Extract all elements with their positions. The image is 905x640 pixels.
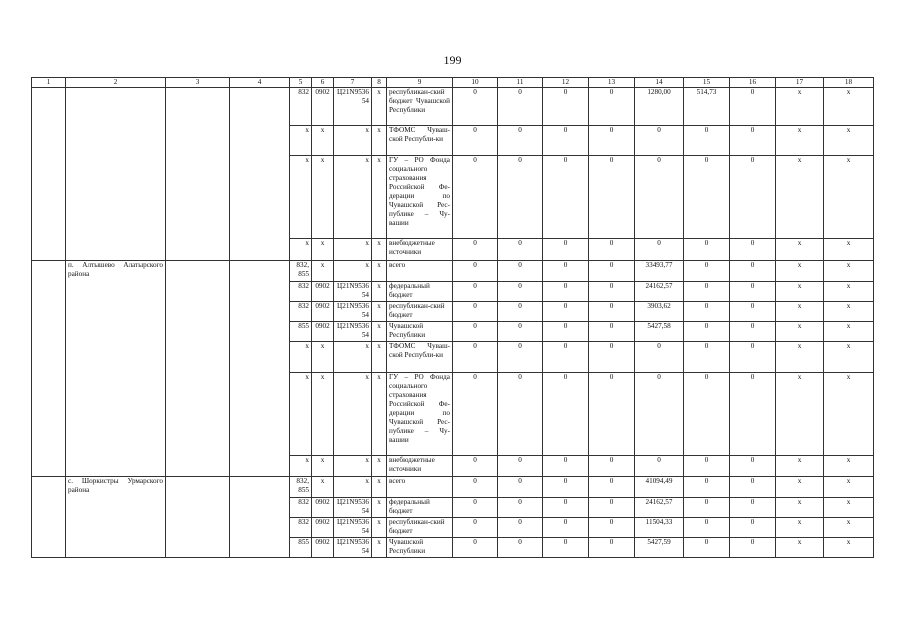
cell-c13: 0 — [589, 156, 635, 239]
header-cell: 1 — [32, 78, 66, 88]
cell-c11: 0 — [498, 261, 543, 282]
cell-c10: 0 — [453, 282, 498, 302]
cell-c11: 0 — [498, 498, 543, 518]
cell-c16: 0 — [730, 498, 776, 518]
cell-c18: x — [824, 126, 874, 156]
cell-c13: 0 — [589, 261, 635, 282]
cell-c10: 0 — [453, 342, 498, 373]
cell-c17: x — [776, 88, 824, 126]
cell-c13: 0 — [589, 456, 635, 477]
cell-c13: 0 — [589, 373, 635, 456]
cell-c11: 0 — [498, 156, 543, 239]
cell-c9: внебюджетные источники — [387, 456, 453, 477]
cell-c7: Ц21N9536 54 — [334, 498, 372, 518]
cell-c16: 0 — [730, 477, 776, 498]
cell-c11: 0 — [498, 538, 543, 558]
cell-c5: 855 — [290, 322, 312, 342]
col3-cell — [166, 477, 230, 558]
cell-c12: 0 — [543, 456, 589, 477]
cell-c12: 0 — [543, 342, 589, 373]
col4-cell — [230, 477, 290, 558]
cell-c17: x — [776, 477, 824, 498]
cell-c8: x — [372, 282, 387, 302]
cell-c10: 0 — [453, 126, 498, 156]
table-row — [32, 477, 874, 498]
cell-c15: 0 — [684, 518, 730, 538]
cell-c15: 0 — [684, 477, 730, 498]
cell-c18: x — [824, 239, 874, 261]
cell-c9: ТФОМС Чуваш-ской Республи-ки — [387, 342, 453, 373]
cell-c13: 0 — [589, 302, 635, 322]
header-cell: 16 — [730, 78, 776, 88]
cell-c16: 0 — [730, 88, 776, 126]
cell-c9: ТФОМС Чуваш-ской Республи-ки — [387, 126, 453, 156]
cell-c6: x — [312, 477, 334, 498]
cell-c6: x — [312, 373, 334, 456]
col3-cell — [166, 261, 230, 477]
header-cell: 12 — [543, 78, 589, 88]
cell-c8: x — [372, 88, 387, 126]
cell-c5: 832, 855 — [290, 477, 312, 498]
cell-c7: Ц21N9536 54 — [334, 322, 372, 342]
cell-c14: 0 — [635, 342, 684, 373]
cell-c11: 0 — [498, 477, 543, 498]
cell-c7: Ц21N9536 54 — [334, 302, 372, 322]
cell-c8: x — [372, 498, 387, 518]
cell-c15: 0 — [684, 498, 730, 518]
cell-c13: 0 — [589, 126, 635, 156]
cell-c7: x — [334, 239, 372, 261]
cell-c5: 832 — [290, 282, 312, 302]
cell-c15: 0 — [684, 282, 730, 302]
cell-c16: 0 — [730, 373, 776, 456]
cell-c11: 0 — [498, 126, 543, 156]
cell-c14: 0 — [635, 239, 684, 261]
cell-c6: 0902 — [312, 538, 334, 558]
region-name — [66, 88, 166, 261]
cell-c9: федеральный бюджет — [387, 498, 453, 518]
cell-c18: x — [824, 322, 874, 342]
cell-c18: x — [824, 156, 874, 239]
cell-c13: 0 — [589, 498, 635, 518]
cell-c5: 832, 855 — [290, 261, 312, 282]
cell-c13: 0 — [589, 342, 635, 373]
cell-c15: 0 — [684, 239, 730, 261]
cell-c14: 5427,58 — [635, 322, 684, 342]
cell-c16: 0 — [730, 239, 776, 261]
cell-c9: республикан-ский бюджет — [387, 302, 453, 322]
cell-c7: x — [334, 342, 372, 373]
cell-c7: x — [334, 126, 372, 156]
cell-c11: 0 — [498, 88, 543, 126]
cell-c11: 0 — [498, 456, 543, 477]
cell-c10: 0 — [453, 518, 498, 538]
cell-c8: x — [372, 342, 387, 373]
cell-c10: 0 — [453, 156, 498, 239]
budget-table — [31, 77, 874, 558]
cell-c16: 0 — [730, 322, 776, 342]
cell-c18: x — [824, 538, 874, 558]
cell-c18: x — [824, 456, 874, 477]
cell-c5: 832 — [290, 498, 312, 518]
cell-c16: 0 — [730, 126, 776, 156]
cell-c13: 0 — [589, 518, 635, 538]
cell-c17: x — [776, 322, 824, 342]
header-cell: 17 — [776, 78, 824, 88]
cell-c11: 0 — [498, 302, 543, 322]
cell-c17: x — [776, 538, 824, 558]
cell-c7: x — [334, 456, 372, 477]
cell-c6: 0902 — [312, 322, 334, 342]
cell-c9: всего — [387, 477, 453, 498]
cell-c12: 0 — [543, 322, 589, 342]
cell-c11: 0 — [498, 239, 543, 261]
cell-c17: x — [776, 126, 824, 156]
cell-c8: x — [372, 477, 387, 498]
cell-c17: x — [776, 282, 824, 302]
cell-c9: республикан-ский бюджет — [387, 518, 453, 538]
cell-c10: 0 — [453, 373, 498, 456]
cell-c5: x — [290, 373, 312, 456]
cell-c8: x — [372, 456, 387, 477]
cell-c12: 0 — [543, 373, 589, 456]
cell-c5: 832 — [290, 518, 312, 538]
cell-c14: 1280,00 — [635, 88, 684, 126]
header-row — [32, 78, 874, 88]
cell-c10: 0 — [453, 239, 498, 261]
cell-c9: внебюджетные источники — [387, 239, 453, 261]
cell-c10: 0 — [453, 498, 498, 518]
cell-c6: 0902 — [312, 88, 334, 126]
cell-c17: x — [776, 342, 824, 373]
cell-c16: 0 — [730, 261, 776, 282]
cell-c11: 0 — [498, 322, 543, 342]
cell-c16: 0 — [730, 302, 776, 322]
table-row — [32, 261, 874, 282]
header-cell: 13 — [589, 78, 635, 88]
cell-c16: 0 — [730, 538, 776, 558]
col4-cell — [230, 88, 290, 261]
cell-c8: x — [372, 239, 387, 261]
cell-c12: 0 — [543, 239, 589, 261]
header-cell: 18 — [824, 78, 874, 88]
cell-c12: 0 — [543, 538, 589, 558]
page-number: 199 — [443, 53, 462, 67]
cell-c6: 0902 — [312, 498, 334, 518]
cell-c17: x — [776, 373, 824, 456]
cell-c9: федеральный бюджет — [387, 282, 453, 302]
cell-c14: 24162,57 — [635, 282, 684, 302]
col3-cell — [166, 88, 230, 261]
cell-c8: x — [372, 373, 387, 456]
cell-c6: x — [312, 126, 334, 156]
cell-c6: x — [312, 261, 334, 282]
cell-c15: 0 — [684, 373, 730, 456]
cell-c14: 0 — [635, 126, 684, 156]
cell-c16: 0 — [730, 282, 776, 302]
cell-c13: 0 — [589, 538, 635, 558]
cell-c5: x — [290, 342, 312, 373]
cell-c15: 0 — [684, 538, 730, 558]
cell-c18: x — [824, 518, 874, 538]
cell-c12: 0 — [543, 156, 589, 239]
cell-c14: 0 — [635, 156, 684, 239]
cell-c9: ГУ – РО Фонда социального страхования Российской Фе-дерации по Чувашской Рес-публике – Чу-вашии — [387, 156, 453, 239]
header-cell: 9 — [387, 78, 453, 88]
cell-c16: 0 — [730, 518, 776, 538]
cell-c10: 0 — [453, 538, 498, 558]
cell-c8: x — [372, 156, 387, 239]
cell-c17: x — [776, 239, 824, 261]
cell-c7: Ц21N9536 54 — [334, 538, 372, 558]
col1-cell — [32, 88, 66, 261]
cell-c15: 0 — [684, 156, 730, 239]
cell-c18: x — [824, 88, 874, 126]
cell-c13: 0 — [589, 322, 635, 342]
cell-c5: x — [290, 239, 312, 261]
cell-c14: 24162,57 — [635, 498, 684, 518]
header-cell: 15 — [684, 78, 730, 88]
cell-c6: x — [312, 156, 334, 239]
cell-c18: x — [824, 373, 874, 456]
cell-c16: 0 — [730, 456, 776, 477]
cell-c9: всего — [387, 261, 453, 282]
col1-cell — [32, 477, 66, 558]
cell-c15: 0 — [684, 322, 730, 342]
cell-c6: 0902 — [312, 518, 334, 538]
cell-c12: 0 — [543, 282, 589, 302]
cell-c7: x — [334, 373, 372, 456]
cell-c17: x — [776, 261, 824, 282]
cell-c6: x — [312, 342, 334, 373]
cell-c5: 855 — [290, 538, 312, 558]
cell-c9: Чувашской Республики — [387, 322, 453, 342]
cell-c7: x — [334, 477, 372, 498]
col1-cell — [32, 261, 66, 477]
cell-c17: x — [776, 498, 824, 518]
cell-c12: 0 — [543, 261, 589, 282]
cell-c18: x — [824, 498, 874, 518]
cell-c5: x — [290, 156, 312, 239]
cell-c7: x — [334, 261, 372, 282]
cell-c14: 3903,62 — [635, 302, 684, 322]
cell-c8: x — [372, 126, 387, 156]
cell-c11: 0 — [498, 373, 543, 456]
cell-c10: 0 — [453, 302, 498, 322]
cell-c9: республикан-ский бюджет Чувашской Республики — [387, 88, 453, 126]
cell-c8: x — [372, 538, 387, 558]
cell-c8: x — [372, 261, 387, 282]
cell-c10: 0 — [453, 456, 498, 477]
cell-c7: Ц21N9536 54 — [334, 282, 372, 302]
cell-c10: 0 — [453, 477, 498, 498]
header-cell: 3 — [166, 78, 230, 88]
cell-c14: 11504,33 — [635, 518, 684, 538]
cell-c5: x — [290, 456, 312, 477]
cell-c10: 0 — [453, 88, 498, 126]
cell-c13: 0 — [589, 88, 635, 126]
cell-c13: 0 — [589, 282, 635, 302]
cell-c14: 5427,59 — [635, 538, 684, 558]
cell-c5: 832 — [290, 302, 312, 322]
cell-c18: x — [824, 477, 874, 498]
cell-c12: 0 — [543, 126, 589, 156]
cell-c12: 0 — [543, 477, 589, 498]
cell-c16: 0 — [730, 342, 776, 373]
cell-c15: 0 — [684, 302, 730, 322]
cell-c15: 0 — [684, 261, 730, 282]
cell-c7: Ц21N9536 54 — [334, 518, 372, 538]
cell-c15: 0 — [684, 126, 730, 156]
cell-c17: x — [776, 456, 824, 477]
cell-c17: x — [776, 302, 824, 322]
cell-c8: x — [372, 322, 387, 342]
cell-c14: 41094,49 — [635, 477, 684, 498]
cell-c6: x — [312, 456, 334, 477]
header-cell: 14 — [635, 78, 684, 88]
cell-c8: x — [372, 302, 387, 322]
cell-c15: 0 — [684, 342, 730, 373]
cell-c5: 832 — [290, 88, 312, 126]
cell-c10: 0 — [453, 261, 498, 282]
cell-c13: 0 — [589, 239, 635, 261]
region-name: п. Алтышево Алатырского района — [66, 261, 166, 477]
cell-c9: ГУ – РО Фонда социального страхования Российской Фе-дерации по Чувашской Рес-публике – Чу-вашии — [387, 373, 453, 456]
cell-c6: 0902 — [312, 282, 334, 302]
cell-c12: 0 — [543, 88, 589, 126]
cell-c18: x — [824, 282, 874, 302]
cell-c5: x — [290, 126, 312, 156]
cell-c14: 0 — [635, 456, 684, 477]
cell-c6: x — [312, 239, 334, 261]
cell-c17: x — [776, 518, 824, 538]
cell-c18: x — [824, 261, 874, 282]
header-cell: 6 — [312, 78, 334, 88]
cell-c11: 0 — [498, 518, 543, 538]
cell-c8: x — [372, 518, 387, 538]
cell-c11: 0 — [498, 282, 543, 302]
cell-c7: x — [334, 156, 372, 239]
header-cell: 7 — [334, 78, 372, 88]
header-cell: 11 — [498, 78, 543, 88]
cell-c16: 0 — [730, 156, 776, 239]
cell-c6: 0902 — [312, 302, 334, 322]
cell-c15: 514,73 — [684, 88, 730, 126]
cell-c12: 0 — [543, 498, 589, 518]
header-cell: 4 — [230, 78, 290, 88]
cell-c14: 0 — [635, 373, 684, 456]
cell-c15: 0 — [684, 456, 730, 477]
header-cell: 5 — [290, 78, 312, 88]
cell-c7: Ц21N9536 54 — [334, 88, 372, 126]
header-cell: 2 — [66, 78, 166, 88]
cell-c13: 0 — [589, 477, 635, 498]
cell-c14: 33493,77 — [635, 261, 684, 282]
cell-c18: x — [824, 342, 874, 373]
table-row — [32, 88, 874, 126]
col4-cell — [230, 261, 290, 477]
cell-c17: x — [776, 156, 824, 239]
cell-c9: Чувашской Республики — [387, 538, 453, 558]
header-cell: 10 — [453, 78, 498, 88]
region-name: с. Шоркистры Урмарского района — [66, 477, 166, 558]
header-cell: 8 — [372, 78, 387, 88]
cell-c12: 0 — [543, 518, 589, 538]
cell-c18: x — [824, 302, 874, 322]
cell-c10: 0 — [453, 322, 498, 342]
cell-c11: 0 — [498, 342, 543, 373]
cell-c12: 0 — [543, 302, 589, 322]
